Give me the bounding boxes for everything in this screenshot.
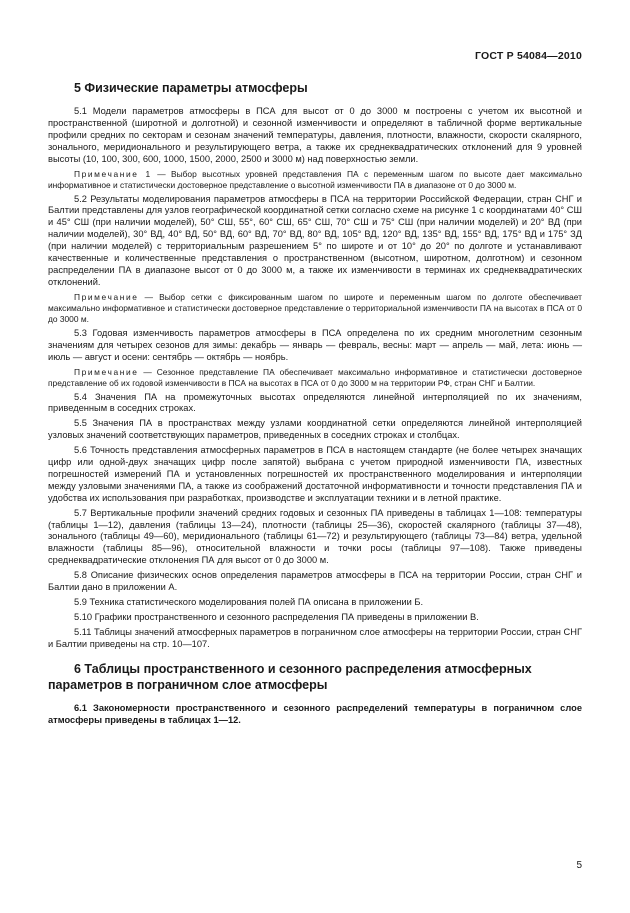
note-5-3 [48, 367, 582, 389]
paragraph-5-9: 5.9 Техника статистического моделирования полей ПА описана в приложении Б. [74, 597, 424, 607]
section-6-heading: 6 Таблицы пространственного и сезонного распределения атмосферных параметров в пограничном слое атмосферы [48, 661, 532, 692]
paragraph-5-11: 5.11 Таблицы значений атмосферных параметров в пограничном слое атмосферы на территории России, стран СНГ и Балтии приведены на стр. 10—107. [48, 626, 582, 649]
paragraph-5-8: 5.8 Описание физических основ определения параметров атмосферы в ПСА на территории России, стран СНГ и Балтии дано в приложении А. [48, 570, 582, 593]
note-label: Примечание [74, 291, 139, 302]
standard-code: ГОСТ Р 54084—2010 [474, 50, 582, 62]
note-text: — Сезонное представление ПА обеспечивает максимально информативное и статистически достоверное представление об их годовой изменчивости в ПСА на высотах в ПСА от 0 до 3000 м на территории РФ, стран СНГ и Балтии. [48, 366, 582, 388]
note-text: — Выбор сетки с фиксированным шагом по широте и переменным шагом по долготе обеспечивает максимально информативное и статистически достоверное представление о территориальной изменчивости ПА на высотах в ПСА от 0 до 3000 м. [48, 291, 582, 324]
paragraph-5-3: 5.3 Годовая изменчивость параметров атмосферы в ПСА определена по их средним многолетним сезонным значениям для четырех сезонов для зимы: декабрь — январь — февраль, весны: март — апрель — май, лета: июнь — июль — август и осени: сентябрь — октябрь — ноябрь. [48, 327, 582, 362]
paragraph-5-10: 5.10 Графики пространственного и сезонного распределения ПА приведены в приложении В. [74, 611, 479, 622]
note-label: Примечание 1 [74, 168, 152, 179]
paragraph-5-2: 5.2 Результаты моделирования параметров атмосферы в ПСА на территории Российской Федерации, стран СНГ и Балтии представлены для узлов географической координатной сетки согласно схеме на рисунке 1 с координатами 40° СШ и 45° СШ (при наличии моделей), 50° СШ, 55°, 60° СШ, 65° СШ, 70° СШ и 75° СШ (при наличии моделей) и 20° ВД (при наличии моделей), 30° ВД, 40° ВД, 50° ВД, 60° ВД, 70° ВД, 80° ВД, 105° ВД, 120° ВД, 135° ВД, 155° ВД, 175° ВД и 175° ЗД (при наличии моделей) с территориальным разрешением 5° по широте и от 10° до 20° по долготе и устанавливают качественные и количественные представления о пространственном (высотном, широтном, долготном) и сезонном распределении ПА в диапазоне высот от 0 до 3000 м, а также их изменчивости в терминах их среднеквадратических отклонений. [48, 193, 582, 287]
note-5-2 [48, 292, 582, 325]
paragraph-5-4: 5.4 Значения ПА на промежуточных высотах определяются линейной интерполяцией по их значениям, приведенным в соседних строках. [48, 391, 582, 414]
note-text: — Выбор высотных уровней представления ПА с переменным шагом по высоте дает максимально информативное и статистически достоверное представление о высотной изменчивости ПА в диапазоне от 0 до 3000 м. [48, 168, 582, 190]
section-5-heading: 5 Физические параметры атмосферы [74, 81, 308, 95]
paragraph-6-1: 6.1 Закономерности пространственного и сезонного распределений температуры в пограничном слое атмосферы приведены в таблицах 1—12. [48, 702, 582, 725]
paragraph-5-5: 5.5 Значения ПА в пространствах между узлами координатной сетки определяются линейной интерполяцией узловых значений соответствующих параметров, приведенных в соседних строках и столбцах. [48, 418, 582, 441]
paragraph-5-1: 5.1 Модели параметров атмосферы в ПСА для высот от 0 до 3000 м построены с учетом их высотной и пространственной (широтной и долготной) и сезонной изменчивости и определяют в табличной форме вертикальные профили средних по секторам и сезонам значений температуры, давления, плотности, влажности, скорости скалярного, зонального, меридионального и результирующего ветра, а также их среднеквадратических отклонений для 9 уровней высоты (10, 100, 300, 600, 1000, 1500, 2000, 2500 и 3000 м) над поверхностью земли. [48, 106, 582, 164]
page-number: 5 [576, 860, 582, 871]
note-label: Примечание [74, 366, 139, 377]
paragraph-5-6: 5.6 Точность представления атмосферных параметров в ПСА в настоящем стандарте (не более четырех значащих цифр или одной-двух значащих цифр после запятой) выбрана с учетом природной изменчивости ПА, известных погрешностей измерений ПА и установленных погрешностей их пространственного моделирования и интерполяции между узловыми значениями ПА, а также из соображений достаточной информативности и точности представления ПА и удобства их использования при разработках, производстве и эксплуатации техники и в летной практике. [48, 445, 582, 503]
page-content [48, 80, 582, 729]
paragraph-5-7: 5.7 Вертикальные профили значений средних годовых и сезонных ПА приведены в таблицах 1—108: температуры (таблицы 1—12), давления (таблицы 13—24), плотности (таблицы 25—36), скоростей скалярного (таблицы 37—48), зонального (таблицы 49—60), меридионального (таблицы 61—72) и результирующего (таблицы 73—84) ветра, удельной влажности (таблицы 85—96), относительной влажности и точки росы (таблицы 97—108). Также приведены среднеквадратические отклонения ПА для высот от 0 до 3000 м. [48, 507, 582, 566]
note-5-1 [48, 169, 582, 191]
